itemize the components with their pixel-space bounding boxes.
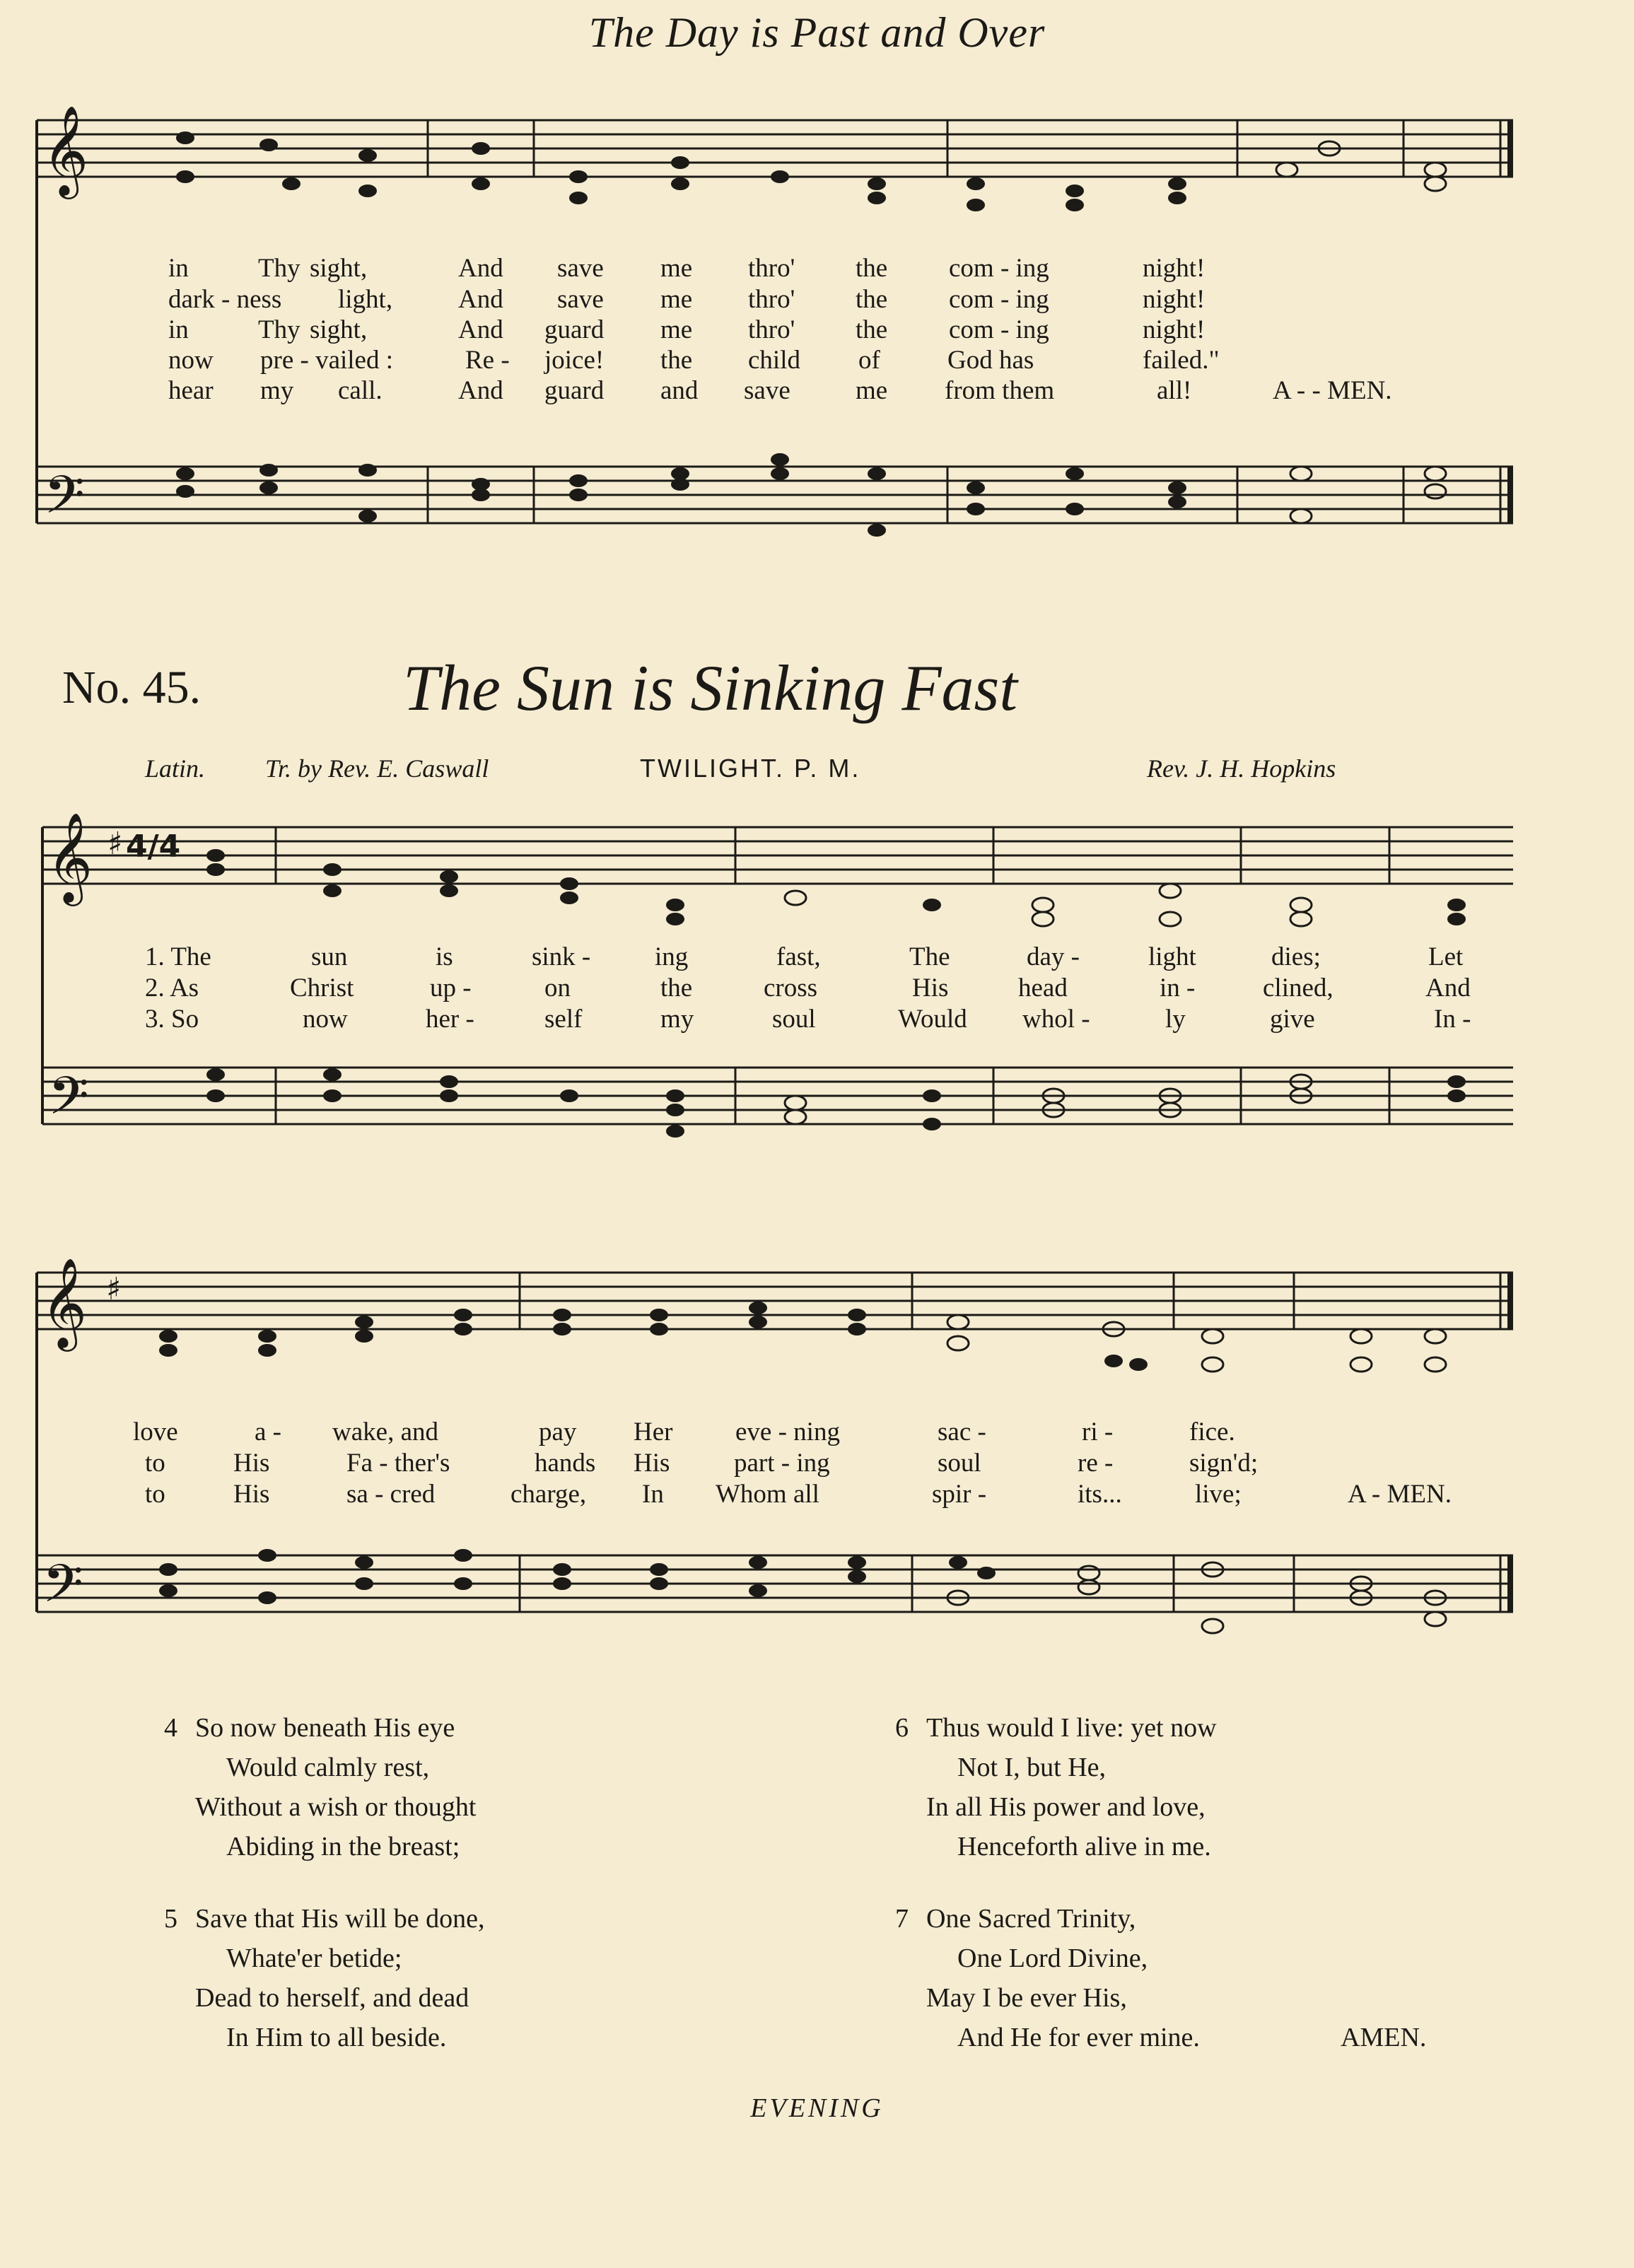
- treble-clef-icon: 𝄞: [42, 105, 89, 195]
- hymn45-lyrics-s2-r1: love a - wake, and pay Her eve - ning sac - ri - fice.: [133, 1418, 1235, 1446]
- treble-clef-icon: 𝄞: [47, 812, 93, 902]
- stanza-6: 6 Thus would I live: yet now Not I, but He, In all His power and love, Henceforth alive in me.: [895, 1713, 1217, 1861]
- hymn45-lyrics-s1-r3: 3. So now her - self my soul Would whol - ly give In -: [145, 1005, 1471, 1034]
- hymn45-lyrics-s1-r1: 1. The sun is sink - ing fast, The day - light dies; Let: [145, 942, 1464, 971]
- hymn45-lyrics-s2-r3: to His sa - cred charge, In Whom all spir - its... live; A - MEN.: [145, 1480, 1452, 1509]
- top-treble-staff: [37, 120, 1513, 177]
- hymn45-amen: A - MEN.: [1348, 1480, 1452, 1509]
- running-title: The Day is Past and Over: [588, 9, 1046, 56]
- stanza-5: 5 Save that His will be done, Whate'er betide; Dead to herself, and dead In Him to all beside.: [164, 1904, 485, 2052]
- top-lyrics-row-5: hear my call. And guard and save me from them all! A - - MEN.: [168, 376, 1392, 405]
- section-footer: EVENING: [750, 2093, 884, 2123]
- hymn-tune: TWILIGHT. P. M.: [640, 754, 861, 783]
- time-signature-top: 4/4: [126, 829, 181, 865]
- top-treble-notes: [176, 131, 1186, 211]
- top-lyrics-row-1: in Thy sight, And save me thro' the com - ing night!: [168, 254, 1206, 283]
- stanza-4: 4 So now beneath His eye Would calmly rest, Without a wish or thought Abiding in the breast;: [164, 1713, 477, 1861]
- hymn-translator: Tr. by Rev. E. Caswall: [265, 754, 489, 783]
- final-amen: AMEN.: [1341, 2023, 1427, 2052]
- hymn45-lyrics-s2-r2: to His Fa - ther's hands His part - ing soul re - sign'd;: [145, 1449, 1259, 1478]
- hymn-composer: Rev. J. H. Hopkins: [1147, 754, 1336, 783]
- bass-clef-icon: 𝄢: [44, 464, 85, 539]
- sharp-icon: ♯: [106, 1271, 122, 1307]
- hymn-title: The Sun is Sinking Fast: [403, 652, 1017, 724]
- hymn45-lyrics-s1-r2: 2. As Christ up - on the cross His head in - clined, And: [145, 974, 1471, 1003]
- bass-clef-icon: 𝄢: [42, 1553, 83, 1627]
- hymn-number: No. 45.: [62, 662, 202, 713]
- top-lyrics-row-4: now pre - vailed : Re - joice! the child of God has failed.": [168, 346, 1220, 375]
- stanza-7: 7 One Sacred Trinity, One Lord Divine, May I be ever His, And He for ever mine.: [895, 1904, 1200, 2052]
- top-lyrics-row-2: dark - ness light, And save me thro' the com - ing night!: [168, 285, 1206, 314]
- bass-clef-icon: 𝄢: [48, 1065, 89, 1140]
- top-amen: A - - MEN.: [1273, 376, 1392, 405]
- top-lyrics-row-3: in Thy sight, And guard me thro' the com - ing night!: [168, 315, 1206, 344]
- hymn-source: Latin.: [145, 754, 206, 783]
- treble-clef-icon: 𝄞: [41, 1257, 88, 1348]
- sharp-icon: ♯: [107, 826, 123, 862]
